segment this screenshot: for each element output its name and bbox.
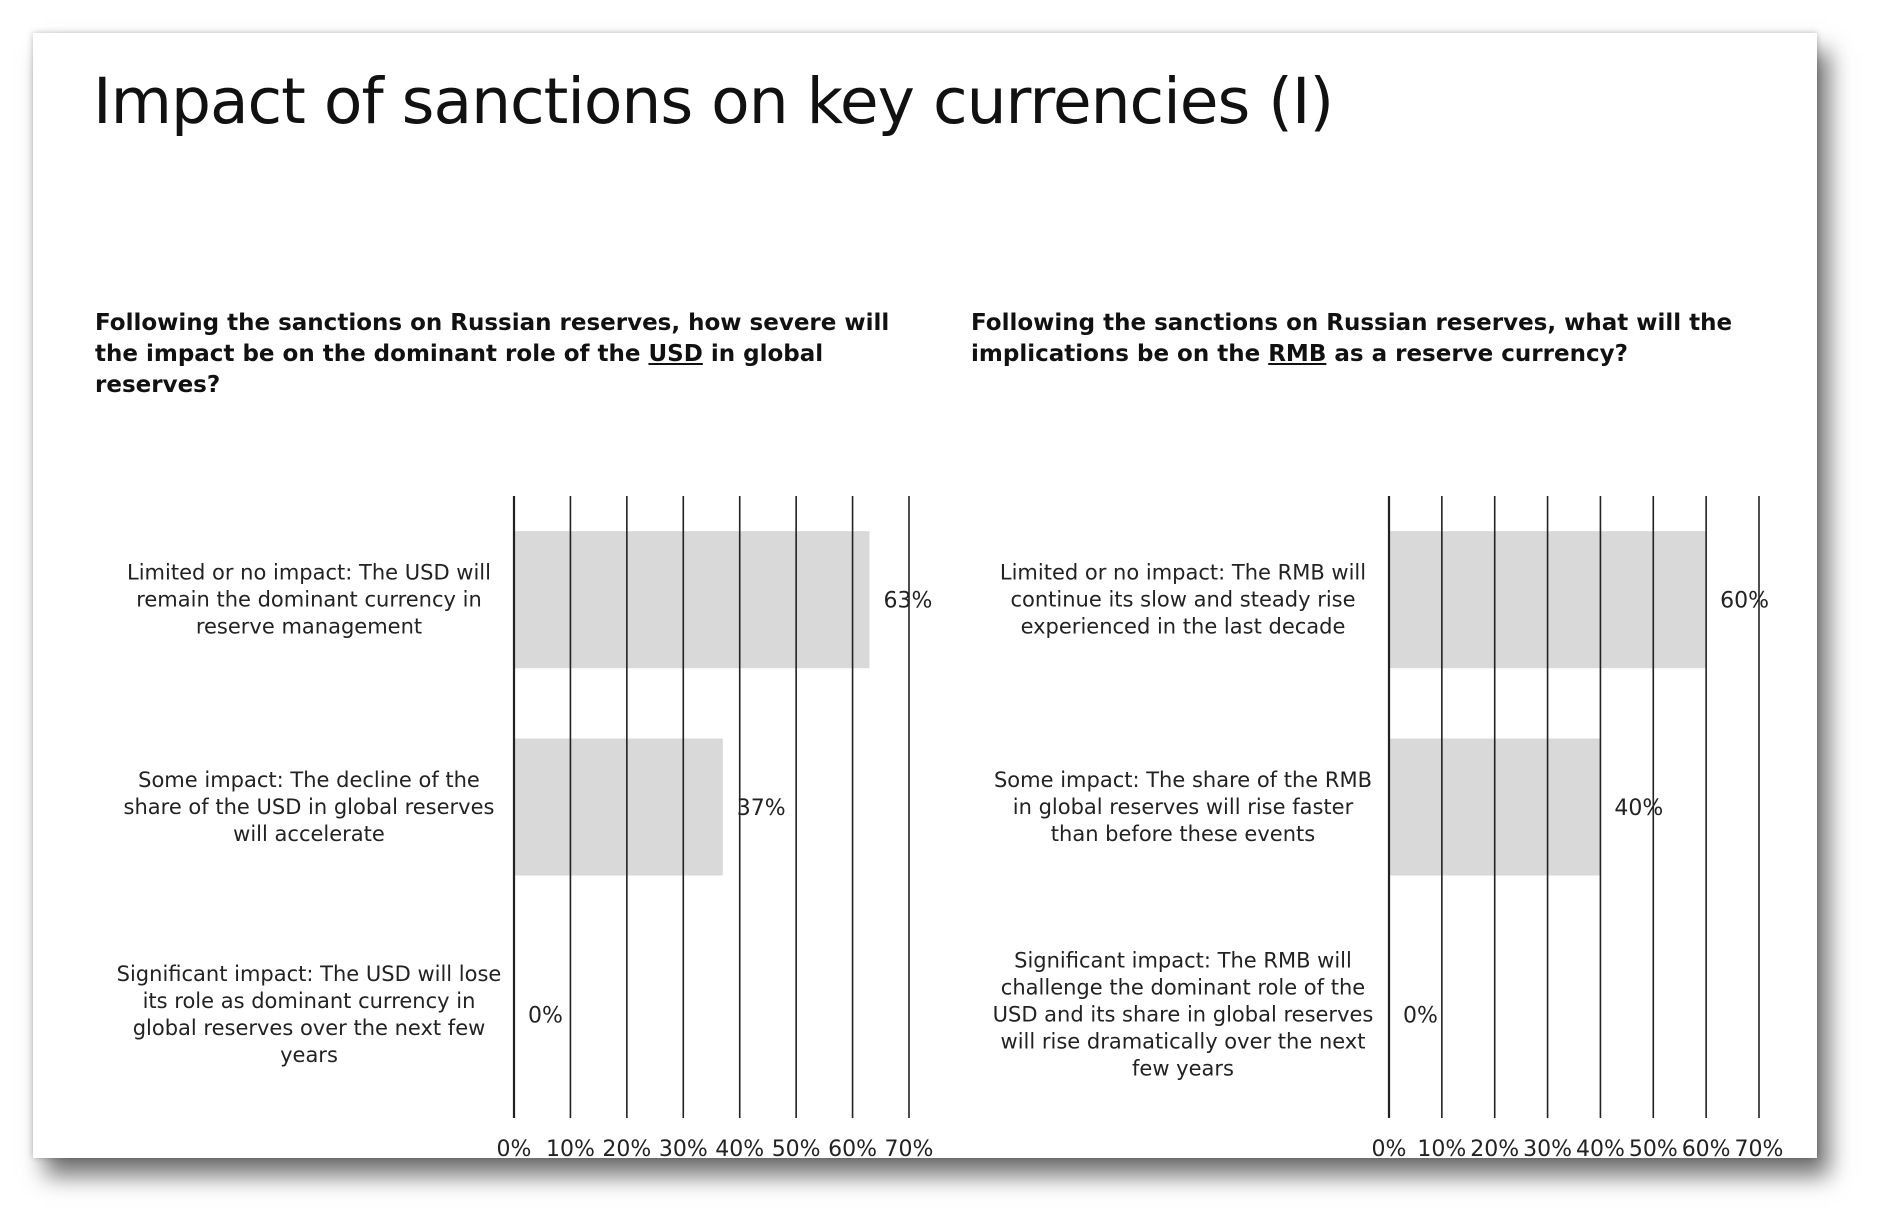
usd-category-label-0-line-2: reserve management bbox=[195, 614, 423, 639]
rmb-category-label-0-line-1: continue its slow and steady rise bbox=[1010, 587, 1356, 612]
rmb-category-label-2-line-2: USD and its share in global reserves bbox=[992, 1002, 1374, 1027]
rmb-category-label-1 bbox=[994, 768, 1372, 846]
rmb-category-label-2-line-3: will rise dramatically over the next bbox=[1000, 1029, 1366, 1054]
usd-value-label-1: 37% bbox=[736, 796, 786, 821]
rmb-category-label-0-line-0: Limited or no impact: The RMB will bbox=[999, 560, 1367, 585]
usd-category-label-2-line-0: Significant impact: The USD will lose bbox=[116, 961, 502, 986]
usd-question-text-pre: Following the sanctions on Russian reserves, how severe will the impact be on the dominant role of the bbox=[95, 310, 890, 367]
usd-tick-label-2: 20% bbox=[602, 1137, 652, 1162]
rmb-category-label-0-line-2: experienced in the last decade bbox=[1020, 614, 1346, 639]
rmb-impact-chart bbox=[967, 463, 1837, 1183]
usd-bar-0 bbox=[514, 531, 870, 668]
usd-category-label-1-line-0: Some impact: The decline of the bbox=[138, 768, 480, 792]
rmb-category-label-1-line-0: Some impact: The share of the RMB bbox=[993, 768, 1373, 792]
rmb-tick-label-6: 60% bbox=[1681, 1137, 1731, 1162]
slide bbox=[33, 33, 1817, 1162]
usd-tick-label-6: 60% bbox=[828, 1137, 878, 1162]
rmb-category-label-2-line-4: few years bbox=[1132, 1056, 1234, 1081]
usd-question-emphasis: USD bbox=[648, 341, 703, 367]
rmb-tick-label-2: 20% bbox=[1470, 1137, 1520, 1162]
usd-tick-label-1: 10% bbox=[545, 1137, 595, 1162]
rmb-value-label-2: 0% bbox=[1403, 1003, 1438, 1029]
usd-category-label-0-line-1: remain the dominant currency in bbox=[136, 587, 482, 612]
rmb-category-label-2-line-0: Significant impact: The RMB will bbox=[1014, 948, 1352, 973]
usd-bar-1 bbox=[514, 739, 723, 876]
rmb-question-text-pre: Following the sanctions on Russian reserves, what will the implications be on the bbox=[971, 310, 1733, 367]
rmb-category-label-2 bbox=[993, 948, 1374, 1080]
usd-category-label-2-line-2: global reserves over the next few bbox=[132, 1015, 486, 1040]
usd-tick-label-4: 40% bbox=[715, 1137, 765, 1162]
usd-value-label-0: 63% bbox=[883, 588, 933, 614]
rmb-question bbox=[971, 308, 1811, 370]
usd-category-label-0-line-0: Limited or no impact: The USD will bbox=[127, 560, 491, 585]
rmb-tick-label-0: 0% bbox=[1371, 1137, 1407, 1162]
rmb-tick-label-1: 10% bbox=[1417, 1137, 1467, 1162]
usd-question bbox=[95, 308, 935, 401]
usd-category-label-2 bbox=[117, 962, 502, 1067]
page-title: Impact of sanctions on key currencies (I) bbox=[93, 65, 1334, 138]
usd-category-label-1-line-2: will accelerate bbox=[233, 822, 385, 846]
usd-category-label-1-line-1: share of the USD in global reserves bbox=[123, 795, 495, 819]
usd-tick-label-5: 50% bbox=[771, 1137, 821, 1162]
rmb-category-label-1-line-2: than before these events bbox=[1050, 822, 1316, 846]
usd-value-label-2: 0% bbox=[528, 1003, 563, 1029]
rmb-category-label-2-line-1: challenge the dominant role of the bbox=[1000, 975, 1366, 1000]
rmb-tick-label-3: 30% bbox=[1523, 1137, 1573, 1162]
rmb-category-label-1-line-1: in global reserves will rise faster bbox=[1012, 795, 1354, 819]
usd-question-text-post: in global reserves? bbox=[95, 341, 824, 398]
rmb-tick-label-5: 50% bbox=[1628, 1137, 1678, 1162]
rmb-value-label-0: 60% bbox=[1720, 588, 1770, 614]
usd-category-label-0 bbox=[127, 561, 491, 639]
usd-tick-label-0: 0% bbox=[496, 1137, 532, 1162]
rmb-tick-label-7: 70% bbox=[1734, 1137, 1784, 1162]
usd-category-label-2-line-3: years bbox=[280, 1042, 338, 1067]
usd-category-label-2-line-1: its role as dominant currency in bbox=[142, 988, 476, 1013]
usd-tick-label-3: 30% bbox=[658, 1137, 708, 1162]
usd-tick-label-7: 70% bbox=[884, 1137, 934, 1162]
rmb-question-text-post: as a reserve currency? bbox=[1326, 341, 1628, 367]
usd-impact-chart bbox=[93, 463, 963, 1183]
rmb-category-label-0 bbox=[1000, 561, 1366, 639]
rmb-value-label-1: 40% bbox=[1614, 796, 1664, 821]
rmb-tick-label-4: 40% bbox=[1575, 1137, 1625, 1162]
usd-category-label-1 bbox=[124, 768, 495, 846]
rmb-question-emphasis: RMB bbox=[1268, 341, 1327, 367]
